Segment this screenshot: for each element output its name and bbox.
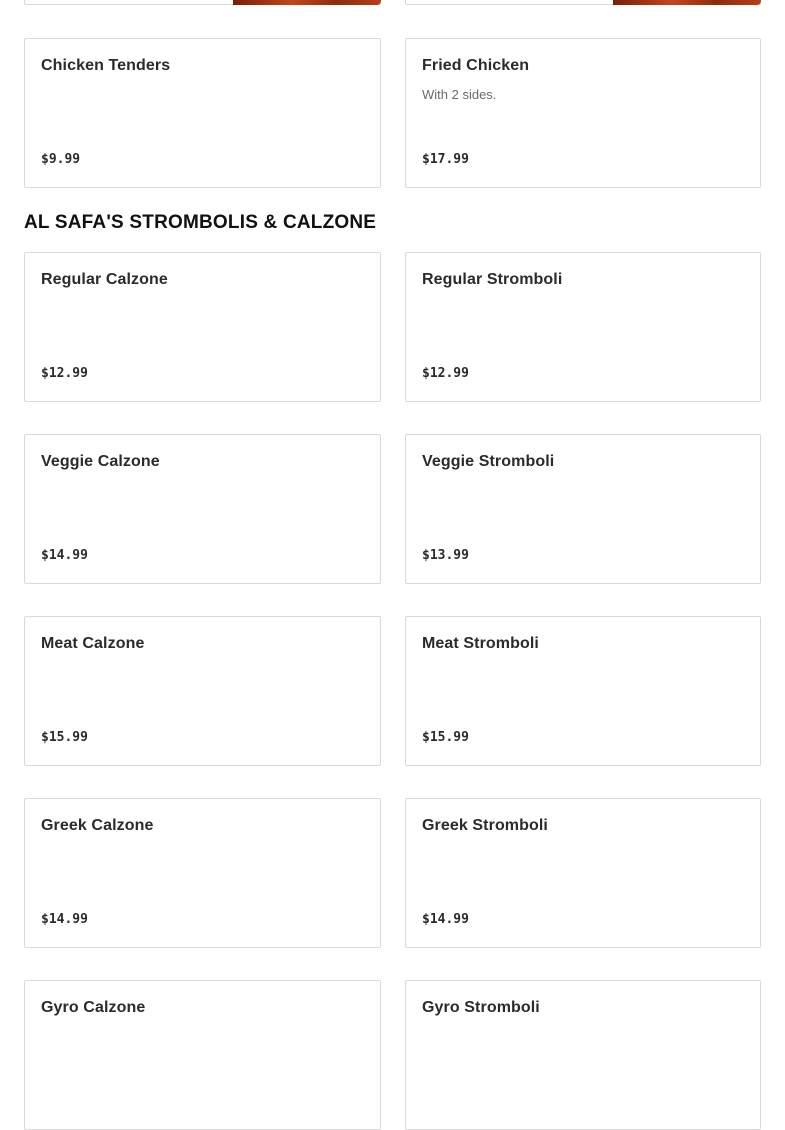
menu-item-price: $9.99: [41, 152, 81, 167]
menu-item-price: $15.99: [422, 730, 469, 745]
menu-item-card[interactable]: [405, 252, 761, 402]
menu-item-card[interactable]: [24, 616, 381, 766]
menu-item-card[interactable]: [405, 798, 761, 948]
menu-item-card[interactable]: [24, 434, 381, 584]
menu-item-card[interactable]: [405, 434, 761, 584]
menu-item-card[interactable]: [24, 38, 381, 188]
menu-item-card[interactable]: [24, 980, 381, 1130]
food-image: [233, 0, 381, 5]
menu-item-name: Greek Calzone: [41, 817, 154, 834]
menu-item-price: $12.99: [41, 366, 88, 381]
menu-item-name: Gyro Calzone: [41, 999, 146, 1016]
menu-item-name: Meat Stromboli: [422, 635, 539, 652]
menu-item-name: Regular Calzone: [41, 271, 168, 288]
menu-item-card[interactable]: [405, 616, 761, 766]
menu-item-name: Fried Chicken: [422, 57, 530, 74]
food-image: [613, 0, 761, 5]
menu-item-card[interactable]: [24, 252, 381, 402]
menu-item-price: $15.99: [41, 730, 88, 745]
menu-item-price: $14.99: [41, 548, 88, 563]
menu-item-name: Regular Stromboli: [422, 271, 563, 288]
menu-item-price: $13.99: [422, 548, 469, 563]
section-title: AL SAFA'S STROMBOLIS & CALZONE: [24, 212, 377, 233]
menu-item-name: Gyro Stromboli: [422, 999, 540, 1016]
menu-item-description: With 2 sides.: [422, 87, 497, 102]
menu-item-price: $17.99: [422, 152, 469, 167]
menu-item-name: Veggie Stromboli: [422, 453, 555, 470]
menu-item-card[interactable]: [405, 980, 761, 1130]
menu-item-price: $12.99: [422, 366, 469, 381]
menu-item-card[interactable]: [24, 798, 381, 948]
menu-item-price: $14.99: [41, 912, 88, 927]
menu-item-name: Chicken Tenders: [41, 57, 171, 74]
menu-item-name: Greek Stromboli: [422, 817, 548, 834]
menu-item-name: Meat Calzone: [41, 635, 145, 652]
menu-item-price: $14.99: [422, 912, 469, 927]
menu-item-card[interactable]: [24, 0, 381, 5]
menu-item-card[interactable]: [405, 38, 761, 188]
menu-item-card[interactable]: [405, 0, 761, 5]
menu-item-name: Veggie Calzone: [41, 453, 160, 470]
